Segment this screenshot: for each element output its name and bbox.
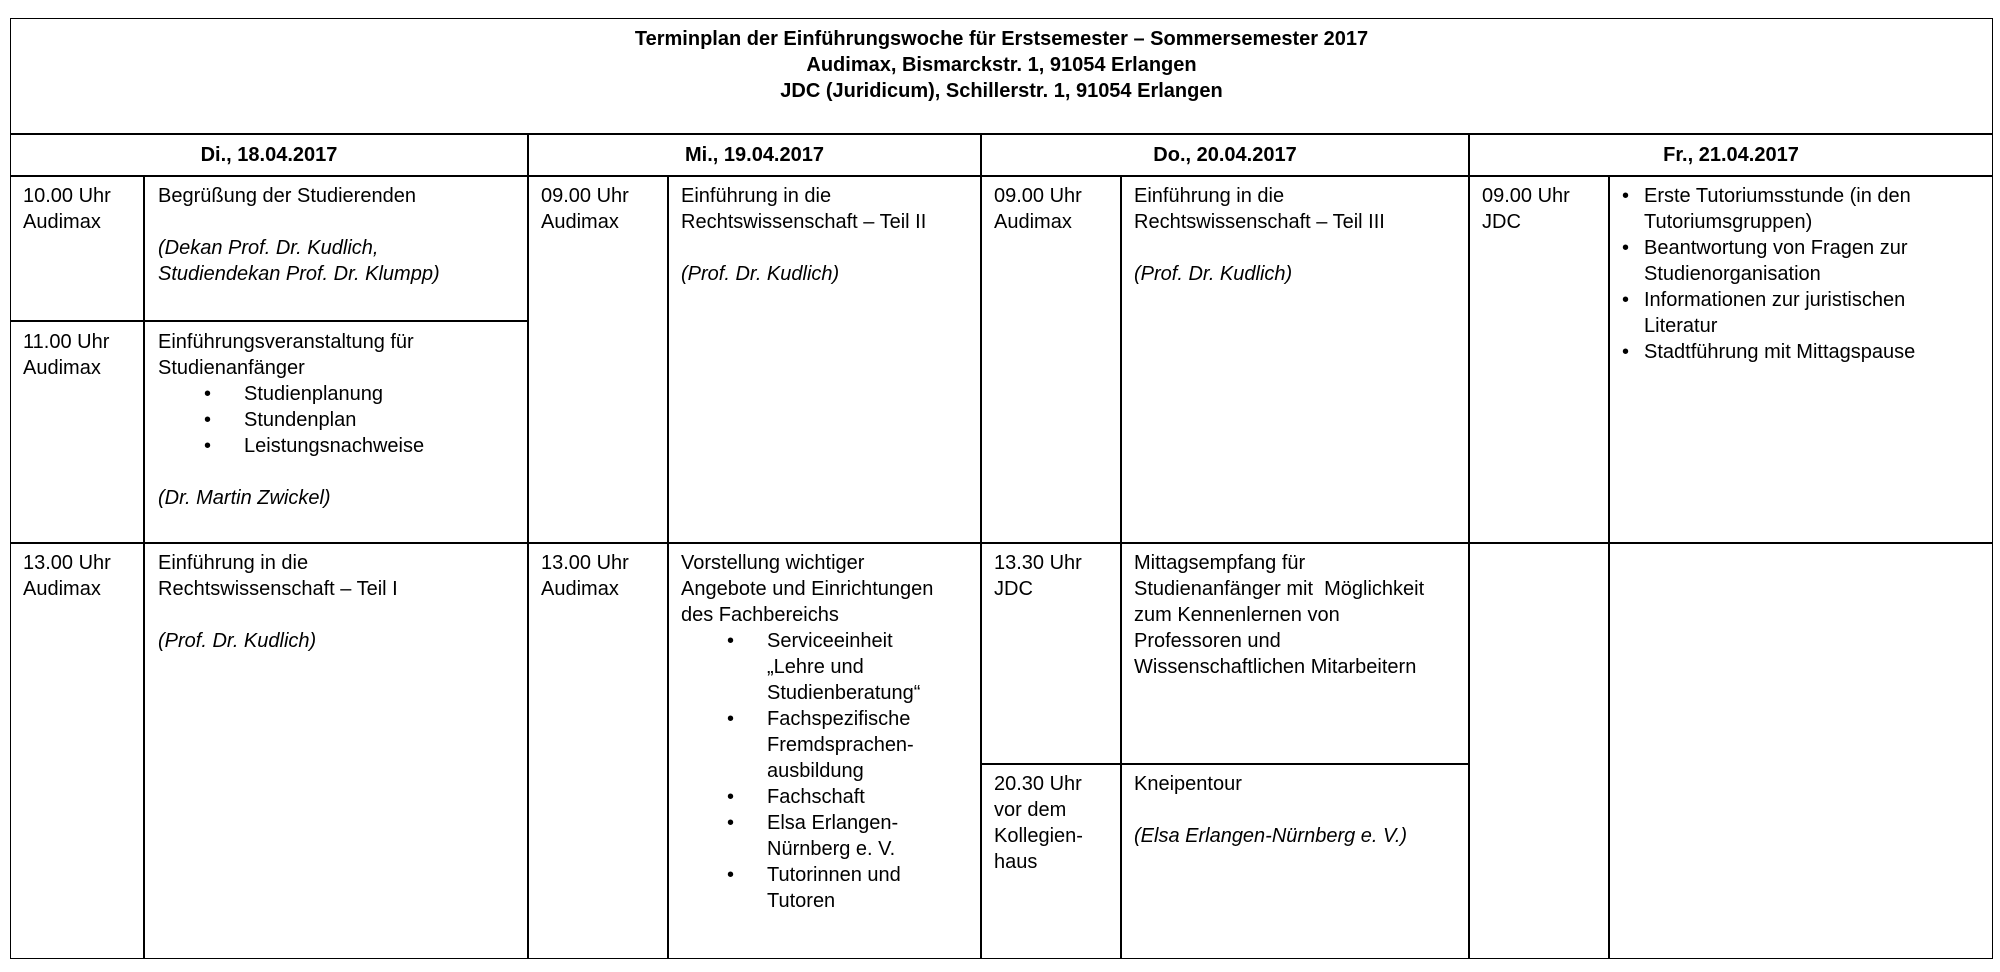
event-title: Einführung in die — [1134, 185, 1285, 207]
title-line-1: Terminplan der Einführungswoche für Erstsemester – Sommersemester 2017 — [634, 28, 1369, 50]
event-title: Einführungsveranstaltung für — [158, 331, 414, 353]
event-details — [1134, 771, 1407, 849]
event-details — [158, 329, 424, 511]
list-item-line: Tutoriumsgruppen) — [1644, 211, 1813, 233]
event-title: Einführung in die — [681, 185, 832, 207]
event-description-line: Studienanfänger mit Möglichkeit — [1134, 578, 1425, 600]
event-place: vor dem — [994, 799, 1067, 821]
event-time-place — [994, 183, 1082, 235]
topic-list — [244, 381, 424, 459]
list-item-line: • Elsa Erlangen- — [767, 812, 899, 834]
grid-line — [10, 320, 528, 322]
event-speaker: (Prof. Dr. Kudlich) — [681, 263, 840, 285]
list-item: • Stundenplan — [244, 407, 424, 433]
event-place: Audimax — [23, 211, 101, 233]
grid-line — [1608, 175, 1610, 959]
event-title: Vorstellung wichtiger — [681, 552, 865, 574]
event-time: 13.00 Uhr — [23, 552, 111, 574]
list-item — [1618, 339, 1915, 365]
event-details — [1134, 550, 1424, 680]
event-place: Audimax — [994, 211, 1072, 233]
list-item — [767, 810, 933, 862]
list-item — [767, 784, 933, 810]
list-item-line: • Erste Tutoriumsstunde (in den — [1644, 185, 1911, 207]
event-speaker: (Dr. Martin Zwickel) — [158, 487, 331, 509]
list-item-line: • Fachspezifische — [767, 708, 911, 730]
event-details — [158, 550, 398, 654]
event-speaker: Studiendekan Prof. Dr. Klumpp) — [158, 263, 440, 285]
event-time: 20.30 Uhr — [994, 773, 1082, 795]
day-header-wednesday: Mi., 19.04.2017 — [685, 144, 824, 166]
event-title: Angebote und Einrichtungen — [681, 578, 934, 600]
event-description-line: Professoren und — [1134, 630, 1281, 652]
topic-list — [767, 628, 933, 914]
grid-line — [10, 542, 1993, 544]
event-speaker: (Dekan Prof. Dr. Kudlich, — [158, 237, 379, 259]
list-item-line: Studienorganisation — [1644, 263, 1821, 285]
list-item-line: „Lehre und — [767, 656, 864, 678]
list-item — [767, 862, 933, 914]
event-time: 13.30 Uhr — [994, 552, 1082, 574]
list-item-line: • Informationen zur juristischen — [1644, 289, 1906, 311]
event-description-line: Mittagsempfang für — [1134, 552, 1306, 574]
event-description-line: zum Kennenlernen von — [1134, 604, 1340, 626]
event-time-place — [23, 550, 111, 602]
grid-line — [1468, 133, 1470, 959]
event-place: Audimax — [23, 578, 101, 600]
event-time-place — [994, 550, 1082, 602]
event-details — [1134, 183, 1385, 287]
list-item-line: Tutoren — [767, 890, 836, 912]
event-details — [681, 183, 926, 287]
list-item — [767, 706, 933, 784]
event-place: JDC — [1482, 211, 1521, 233]
event-time-place — [994, 771, 1083, 875]
list-item-line: Nürnberg e. V. — [767, 838, 896, 860]
event-details — [681, 550, 933, 914]
day-header-friday: Fr., 21.04.2017 — [1663, 144, 1799, 166]
list-item-line: • Beantwortung von Fragen zur — [1644, 237, 1908, 259]
grid-line — [1120, 175, 1122, 959]
title-line-3: JDC (Juridicum), Schillerstr. 1, 91054 Erlangen — [780, 80, 1223, 102]
list-item: • Studienplanung — [244, 381, 424, 407]
event-title: Rechtswissenschaft – Teil II — [681, 211, 927, 233]
event-title: Rechtswissenschaft – Teil I — [158, 578, 398, 600]
event-details — [1618, 183, 1915, 365]
list-item-line: • Tutorinnen und — [767, 864, 901, 886]
event-place: Kollegien- — [994, 825, 1083, 847]
list-item-line: • Serviceeinheit — [767, 630, 893, 652]
event-time: 09.00 Uhr — [1482, 185, 1570, 207]
event-time: 11.00 Uhr — [23, 331, 110, 353]
grid-line — [10, 133, 1993, 135]
event-time: 10.00 Uhr — [23, 185, 111, 207]
event-title: Studienanfänger — [158, 357, 305, 379]
event-title: Rechtswissenschaft – Teil III — [1134, 211, 1385, 233]
event-time-place — [541, 550, 629, 602]
event-place: Audimax — [23, 357, 101, 379]
grid-line — [527, 133, 529, 959]
event-place: Audimax — [541, 211, 619, 233]
event-time: 13.00 Uhr — [541, 552, 629, 574]
page-title — [10, 26, 1993, 104]
list-item: • Leistungsnachweise — [244, 433, 424, 459]
event-speaker: (Prof. Dr. Kudlich) — [158, 630, 317, 652]
title-line-2: Audimax, Bismarckstr. 1, 91054 Erlangen — [806, 54, 1197, 76]
grid-line — [143, 175, 145, 959]
event-title: Kneipentour — [1134, 773, 1242, 795]
day-header-tuesday: Di., 18.04.2017 — [200, 144, 338, 166]
list-item-line: • Stadtführung mit Mittagspause — [1644, 341, 1916, 363]
event-place: Audimax — [541, 578, 619, 600]
event-time: 09.00 Uhr — [994, 185, 1082, 207]
event-time-place — [541, 183, 629, 235]
list-item-line: Studienberatung“ — [767, 682, 921, 704]
grid-line — [980, 133, 982, 959]
event-speaker: (Elsa Erlangen-Nürnberg e. V.) — [1134, 825, 1408, 847]
list-item-line: ausbildung — [767, 760, 864, 782]
grid-line — [667, 175, 669, 959]
list-item-line: Literatur — [1644, 315, 1718, 337]
event-time: 09.00 Uhr — [541, 185, 629, 207]
event-title: Einführung in die — [158, 552, 309, 574]
grid-line — [980, 763, 1469, 765]
topic-list — [1618, 183, 1915, 365]
day-header-thursday: Do., 20.04.2017 — [1153, 144, 1297, 166]
event-place: haus — [994, 851, 1038, 873]
event-speaker: (Prof. Dr. Kudlich) — [1134, 263, 1293, 285]
list-item — [1618, 183, 1915, 235]
list-item — [1618, 235, 1915, 287]
event-place: JDC — [994, 578, 1033, 600]
event-details — [158, 183, 440, 287]
grid-line — [10, 175, 1993, 177]
event-title: des Fachbereichs — [681, 604, 839, 626]
list-item-line: • Fachschaft — [767, 786, 865, 808]
list-item — [1618, 287, 1915, 339]
event-time-place — [1482, 183, 1570, 235]
list-item-line: Fremdsprachen- — [767, 734, 914, 756]
event-description-line: Wissenschaftlichen Mitarbeitern — [1134, 656, 1417, 678]
list-item — [767, 628, 933, 706]
event-time-place — [23, 183, 111, 235]
event-title: Begrüßung der Studierenden — [158, 185, 416, 207]
event-time-place — [23, 329, 109, 381]
